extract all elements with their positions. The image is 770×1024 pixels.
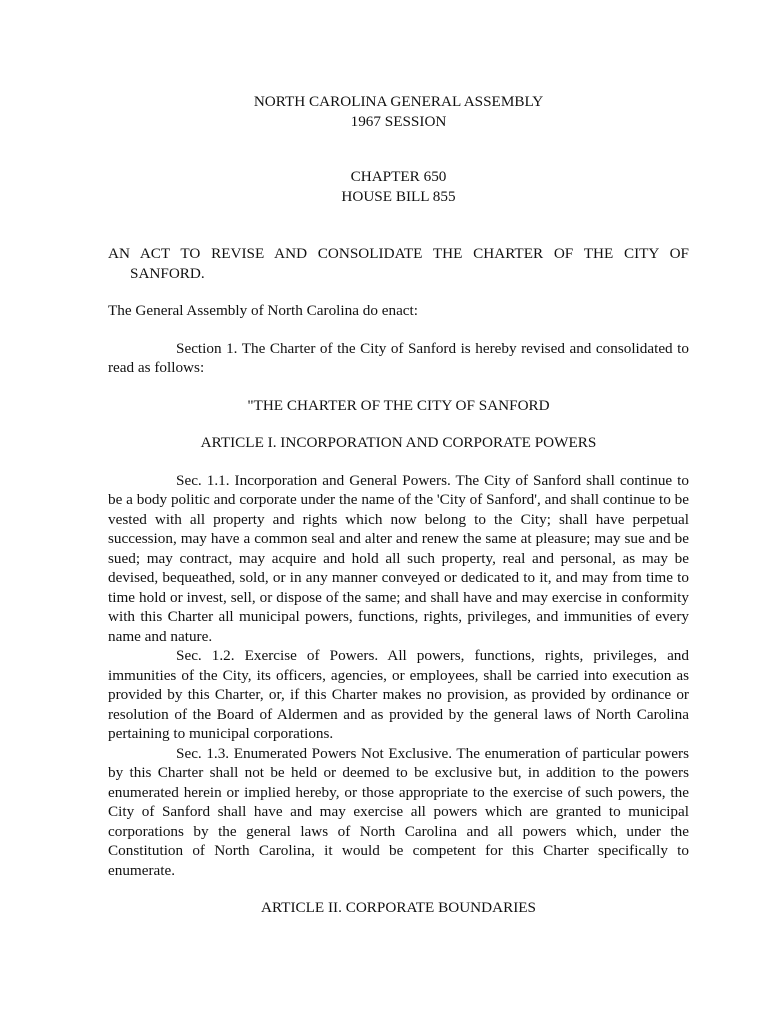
article-1-body [108,471,689,881]
article-2-heading: ARTICLE II. CORPORATE BOUNDARIES [261,899,536,916]
chapter-number: CHAPTER 650 [350,168,447,185]
sec-1-3-paragraph: Sec. 1.3. Enumerated Powers Not Exclusive. The enumeration of particular powers by this Charter shall not be held or deemed to be exclusive but, in addition to the powers enumerated herein or implied hereby, or those appropriate to the exercise of such powers, the City of Sanford shall have and may exercise all powers which are granted to municipal corporations by the general laws of North Carolina and all powers which, under the Constitution of North Carolina, it would be competent for this Charter specifically to enumerate. [108,744,689,879]
act-title: AN ACT TO REVISE AND CONSOLIDATE THE CHARTER OF THE CITY OF SANFORD. [108,245,689,282]
section-1-paragraph: Section 1. The Charter of the City of Sanford is hereby revised and consolidated to read as follows: [108,339,689,376]
article-1-heading: ARTICLE I. INCORPORATION AND CORPORATE POWERS [200,434,597,451]
chapter-header [108,167,689,206]
document-page [108,92,689,918]
sec-1-2-paragraph: Sec. 1.2. Exercise of Powers. All powers, functions, rights, privileges, and immunities of the City, its officers, agencies, or employees, shall be carried into execution as provided by this Charter, or, if this Charter makes no provision, as provided by ordinance or resolution of the Board of Aldermen and as provided by the general laws of North Carolina pertaining to municipal corporations. [108,647,689,742]
sec-1-1-paragraph: Sec. 1.1. Incorporation and General Powers. The City of Sanford shall continue to be a body politic and corporate under the name of the 'City of Sanford', and shall continue to be vested with all property and rights which now belong to the City; shall have perpetual succession, may have a common seal and alter and renew the same at pleasure; may sue and be sued; may contract, may acquire and hold all such property, real and personal, as may be devised, bequeathed, sold, or in any manner conveyed or dedicated to it, and may from time to time hold or invest, sell, or dispose of the same; and shall have and may exercise in conformity with this Charter all municipal powers, functions, rights, privileges, and immunities of every name and nature. [108,471,689,645]
house-bill-number: HOUSE BILL 855 [341,187,456,205]
charter-title: "THE CHARTER OF THE CITY OF SANFORD [247,396,550,414]
assembly-name: NORTH CAROLINA GENERAL ASSEMBLY [253,93,544,110]
assembly-header [108,92,689,131]
session-year: 1967 SESSION [350,112,447,130]
enacting-clause: The General Assembly of North Carolina do enact: [108,302,418,319]
